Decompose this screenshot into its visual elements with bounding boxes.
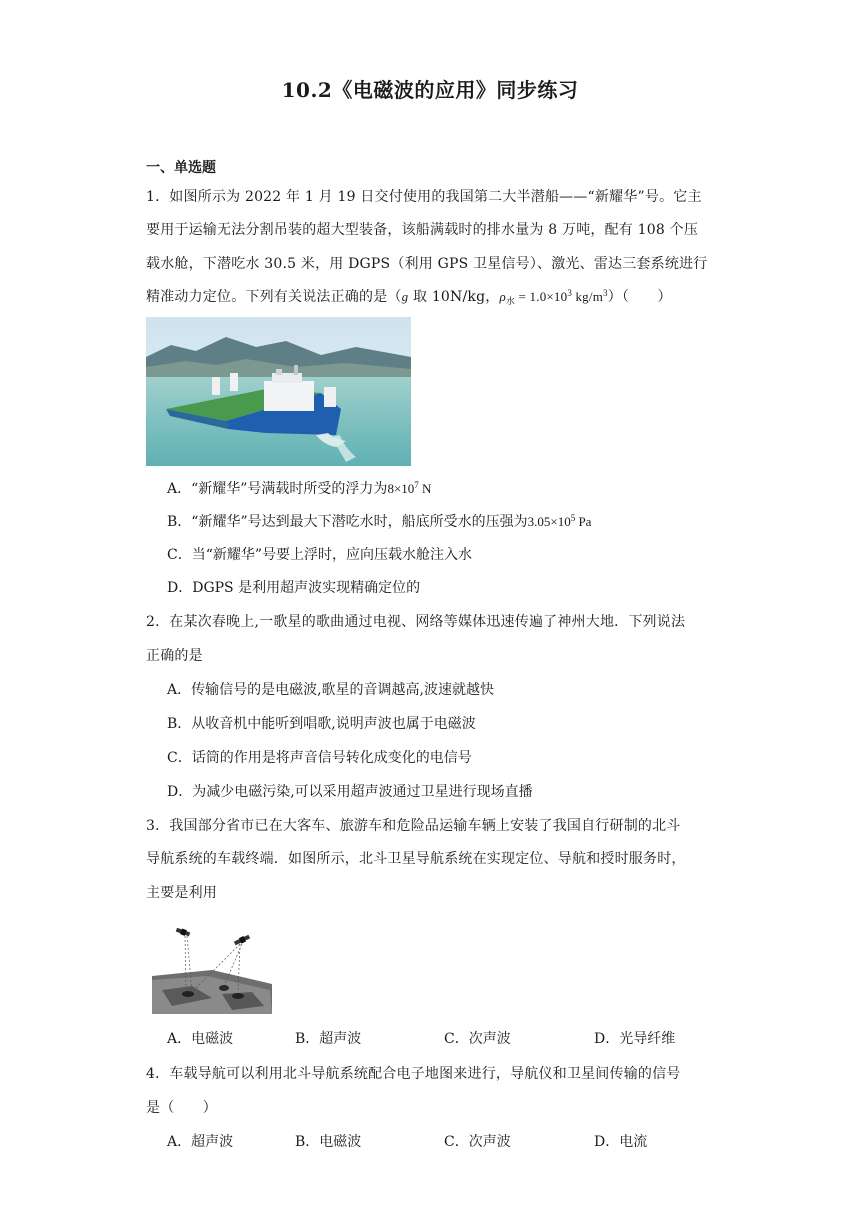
- option-b[interactable]: B．超声波: [295, 1031, 362, 1047]
- density-formula: [499, 289, 607, 304]
- option-d[interactable]: D．DGPS 是利用超声波实现精确定位的: [167, 580, 421, 596]
- question-text: ）（ ）: [607, 289, 672, 305]
- option-c[interactable]: C．次声波: [444, 1031, 511, 1047]
- option-b[interactable]: [167, 512, 591, 532]
- option-d[interactable]: D．为减少电磁污染,可以采用超声波通过卫星进行现场直播: [167, 784, 533, 800]
- question-text-line: 载水舱，下潜吃水 30.5 米，用 DGPS（利用 GPS 卫星信号）、激光、雷达三套系统进行: [146, 256, 708, 272]
- formula-unit: Pa: [575, 514, 592, 529]
- question-text-line: 主要是利用: [146, 885, 217, 901]
- formula-exponent: 5: [570, 513, 576, 523]
- option-text: B．“新耀华”号达到最大下潜吃水时，船底所受水的压强为: [167, 514, 528, 530]
- option-b[interactable]: B．电磁波: [295, 1134, 362, 1150]
- satellite-navigation-image: [152, 920, 272, 1014]
- option-c[interactable]: C．当“新耀华”号要上浮时，应向压载水舱注入水: [167, 547, 473, 563]
- question-text-line: 3．我国部分省市已在大客车、旅游车和危险品运输车辆上安装了我国自行研制的北斗: [146, 818, 681, 834]
- option-a[interactable]: A．传输信号的是电磁波,歌星的音调越高,波速就越快: [167, 682, 495, 698]
- option-text: A．“新耀华”号满载时所受的浮力为: [167, 481, 388, 497]
- symbol-rho: ρ: [499, 289, 506, 304]
- page-title: 10.2《电磁波的应用》同步练习: [281, 78, 579, 102]
- option-c[interactable]: C．话筒的作用是将声音信号转化成变化的电信号: [167, 750, 472, 766]
- density-value: = 1.0×10: [515, 289, 568, 304]
- option-d[interactable]: D．光导纤维: [594, 1031, 676, 1047]
- rho-subscript: 水: [505, 296, 516, 306]
- option-b[interactable]: B．从收音机中能听到唱歌,说明声波也属于电磁波: [167, 716, 476, 732]
- question-text: 精准动力定位。下列有关说法正确的是（: [146, 289, 402, 305]
- option-d[interactable]: D．电流: [594, 1134, 648, 1150]
- question-text-line: 4．车载导航可以利用北斗导航系统配合电子地图来进行，导航仪和卫星间传输的信号: [146, 1066, 681, 1082]
- option-formula: [387, 481, 431, 496]
- option-a[interactable]: [167, 479, 431, 499]
- option-a[interactable]: A．电磁波: [167, 1031, 234, 1047]
- ship-photo: [146, 317, 411, 466]
- formula-value: 3.05×10: [527, 514, 571, 529]
- section-heading: 一、单选题: [146, 160, 216, 176]
- question-text-line: 正确的是: [146, 648, 203, 664]
- formula-value: 8×10: [387, 481, 415, 496]
- question-text-line: 要用于运输无法分割吊装的超大型装备，该船满载时的排水量为 8 万吨，配有 108 个压: [146, 222, 699, 238]
- density-exponent: 3: [567, 288, 573, 298]
- formula-unit: N: [418, 481, 432, 496]
- question-text-line: 导航系统的车载终端．如图所示，北斗卫星导航系统在实现定位、导航和授时服务时，: [146, 851, 686, 867]
- density-unit: kg/m: [572, 289, 604, 304]
- option-formula: [528, 514, 592, 529]
- density-unit-exponent: 3: [603, 288, 608, 298]
- option-c[interactable]: C．次声波: [444, 1134, 511, 1150]
- question-text-line: 2．在某次春晚上,一歌星的歌曲通过电视、网络等媒体迅速传遍了神州大地．下列说法: [146, 614, 686, 630]
- question-text-line: 是（ ）: [146, 1100, 217, 1116]
- symbol-g: g: [401, 289, 409, 304]
- question-text: 取 10N/kg，: [408, 289, 500, 305]
- question-text-line: 1．如图所示为 2022 年 1 月 19 日交付使用的我国第二大半潜船——“新耀华”号。它主: [146, 189, 702, 205]
- formula-exponent: 7: [414, 480, 419, 490]
- question-text-line: [146, 287, 672, 307]
- option-a[interactable]: A．超声波: [167, 1134, 234, 1150]
